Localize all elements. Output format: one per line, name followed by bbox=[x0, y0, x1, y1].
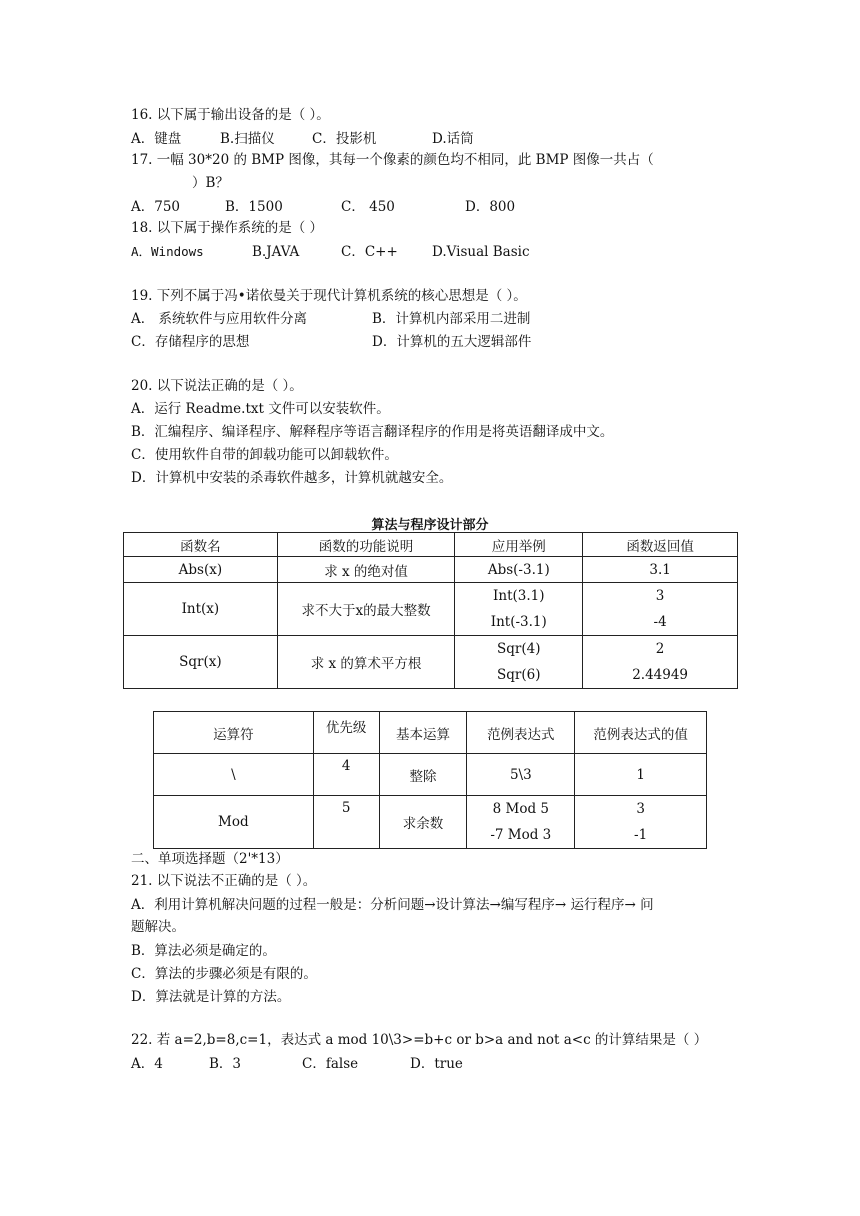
operator-symbol: Mod bbox=[154, 796, 314, 849]
function-table bbox=[123, 532, 738, 689]
operator-values bbox=[575, 796, 707, 849]
q22-option-c: C．false bbox=[302, 1056, 359, 1072]
q19-option-b: B．计算机内部采用二进制 bbox=[372, 311, 531, 327]
func-desc: 求 x 的算术平方根 bbox=[277, 636, 455, 689]
func-results bbox=[583, 583, 738, 636]
q17-option-b: B．1500 bbox=[225, 199, 283, 215]
operator-basic: 求余数 bbox=[379, 796, 467, 849]
func-example: Int(-3.1) bbox=[490, 614, 547, 630]
func-result: 2 bbox=[655, 641, 665, 657]
func-result: 3 bbox=[655, 588, 665, 604]
q18-option-b: B.JAVA bbox=[252, 244, 300, 260]
func-result: -4 bbox=[653, 614, 667, 630]
func-results bbox=[583, 636, 738, 689]
q18-option-c: C．C++ bbox=[341, 244, 398, 260]
q20-option-d: D．计算机中安装的杀毒软件越多，计算机就越安全。 bbox=[131, 470, 453, 486]
operator-example: 5\3 bbox=[467, 754, 575, 796]
q21-option-c: C．算法的步骤必须是有限的。 bbox=[131, 966, 317, 982]
header-cell: 范例表达式 bbox=[467, 712, 575, 754]
q20-option-b: B．汇编程序、编译程序、解释程序等语言翻译程序的作用是将英语翻译成中文。 bbox=[131, 424, 614, 440]
section-caption: 算法与程序设计部分 bbox=[371, 518, 489, 533]
operator-value: 3 bbox=[636, 801, 645, 817]
table-row bbox=[124, 557, 738, 583]
func-desc: 求 x 的绝对值 bbox=[277, 557, 455, 583]
operator-priority: 5 bbox=[313, 796, 379, 849]
header-cell: 函数返回值 bbox=[583, 533, 738, 557]
func-result: 3.1 bbox=[583, 557, 738, 583]
q18-option-a: A．Windows bbox=[131, 244, 204, 259]
q22-stem: 22. 若 a=2,b=8,c=1，表达式 a mod 10\3>=b+c or b>a and not a<c 的计算结果是（ ） bbox=[131, 1032, 708, 1048]
func-example: Abs(-3.1) bbox=[455, 557, 583, 583]
operator-symbol: \ bbox=[154, 754, 314, 796]
q19-stem: 19. 下列不属于冯•诺依曼关于现代计算机系统的核心思想是（ ）。 bbox=[131, 288, 527, 304]
q16-option-b: B.扫描仪 bbox=[220, 131, 275, 147]
header-cell: 范例表达式的值 bbox=[575, 712, 707, 754]
header-cell: 运算符 bbox=[154, 712, 314, 754]
operator-examples bbox=[467, 796, 575, 849]
q21-option-a-line2: 题解决。 bbox=[131, 919, 185, 935]
operator-value: 1 bbox=[575, 754, 707, 796]
q22-option-d: D．true bbox=[410, 1056, 463, 1072]
header-cell: 基本运算 bbox=[379, 712, 467, 754]
func-desc: 求不大于x的最大整数 bbox=[277, 583, 455, 636]
func-example: Int(3.1) bbox=[493, 588, 545, 604]
q18-stem: 18. 以下属于操作系统的是（ ） bbox=[131, 220, 324, 236]
q21-stem: 21. 以下说法不正确的是（ ）。 bbox=[131, 873, 317, 889]
q17-option-c: C． 450 bbox=[341, 199, 395, 215]
q19-option-a: A． 系统软件与应用软件分离 bbox=[131, 311, 308, 327]
q20-option-c: C．使用软件自带的卸载功能可以卸载软件。 bbox=[131, 447, 398, 463]
q20-option-a: A．运行 Readme.txt 文件可以安装软件。 bbox=[131, 401, 390, 417]
q21-option-a-line1: A．利用计算机解决问题的过程一般是：分析问题→设计算法→编写程序→ 运行程序→ 问 bbox=[131, 897, 654, 913]
operator-basic: 整除 bbox=[379, 754, 467, 796]
q22-option-a: A．4 bbox=[131, 1056, 163, 1072]
operator-example: 8 Mod 5 bbox=[492, 801, 549, 817]
q16-option-a: A．键盘 bbox=[131, 131, 182, 147]
q17-stem-line2: ）B？ bbox=[192, 175, 229, 191]
q17-stem-line1: 17. 一幅 30*20 的 BMP 图像，其每一个像素的颜色均不相同，此 BMP 图像一共占（ bbox=[131, 152, 654, 168]
operator-table bbox=[153, 711, 707, 849]
q19-option-d: D．计算机的五大逻辑部件 bbox=[372, 334, 532, 350]
q17-option-d: D．800 bbox=[465, 199, 516, 215]
header-cell: 优先级 bbox=[313, 712, 379, 754]
q16-option-d: D.话筒 bbox=[432, 131, 474, 147]
table-row bbox=[124, 636, 738, 689]
q21-option-d: D．算法就是计算的方法。 bbox=[131, 989, 291, 1005]
func-name: Abs(x) bbox=[124, 557, 278, 583]
q18-option-d: D.Visual Basic bbox=[432, 244, 530, 260]
func-name: Sqr(x) bbox=[124, 636, 278, 689]
q17-option-a: A．750 bbox=[131, 199, 181, 215]
func-name: Int(x) bbox=[124, 583, 278, 636]
header-cell: 函数名 bbox=[124, 533, 278, 557]
func-examples bbox=[455, 583, 583, 636]
header-cell: 应用举例 bbox=[455, 533, 583, 557]
q16-option-c: C．投影机 bbox=[312, 131, 377, 147]
header-cell: 函数的功能说明 bbox=[277, 533, 455, 557]
q19-option-c: C．存储程序的思想 bbox=[131, 334, 250, 350]
operator-example: -7 Mod 3 bbox=[490, 827, 552, 843]
func-examples bbox=[455, 636, 583, 689]
func-result: 2.44949 bbox=[632, 667, 689, 683]
table-row bbox=[154, 754, 707, 796]
func-example: Sqr(6) bbox=[497, 667, 541, 683]
q20-stem: 20. 以下说法正确的是（ ）。 bbox=[131, 378, 303, 394]
operator-table-header bbox=[154, 712, 707, 754]
operator-priority: 4 bbox=[313, 754, 379, 796]
func-example: Sqr(4) bbox=[497, 641, 541, 657]
table-row bbox=[124, 583, 738, 636]
table-row bbox=[154, 796, 707, 849]
q22-option-b: B．3 bbox=[209, 1056, 242, 1072]
operator-value: -1 bbox=[634, 827, 648, 843]
q16-stem: 16. 以下属于输出设备的是（ ）。 bbox=[131, 107, 330, 123]
section2-title: 二、单项选择题（2'*13） bbox=[131, 851, 289, 867]
function-table-header bbox=[124, 533, 738, 557]
q21-option-b: B．算法必须是确定的。 bbox=[131, 943, 276, 959]
